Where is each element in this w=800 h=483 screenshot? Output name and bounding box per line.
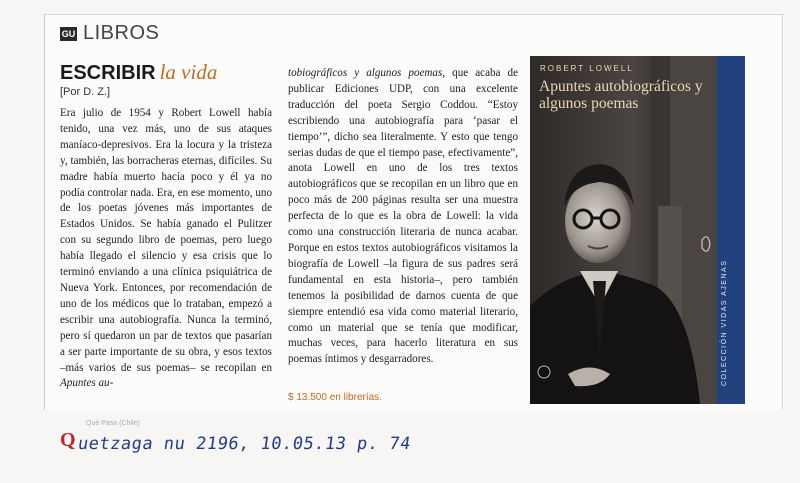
handwritten-note: uetzaga nu 2196, 10.05.13 p. 74	[76, 434, 412, 454]
section-header	[60, 22, 159, 45]
book-title-inline-continued: tobiográficos y algunos poemas	[288, 67, 443, 79]
column-2-paragraph	[288, 66, 518, 368]
headline-main: ESCRIBIR	[60, 62, 156, 84]
collection-label: COLECCIÓN VIDAS AJENAS	[721, 259, 728, 386]
byline: [Por D. Z.]	[60, 86, 111, 98]
clipping-footer	[60, 420, 412, 454]
clipping-right-edge	[782, 14, 783, 410]
cover-author: ROBERT LOWELL	[540, 64, 634, 73]
section-logo-icon: GU	[61, 28, 76, 39]
column-2-text: , que acaba de publicar Ediciones UDP, con una excelente traducción del poeta Sergio Coddou. “Estoy escribiendo una autobiografía para ‘pasar el tiempo’”, dicho sea literalmente. Y esto que tengo serias dudas de que el tiempo pase, efectivamente”, anota Lowell en uno de los tres textos autobiográficos que se recopilan en un libro que en poco más de 200 páginas resulta ser una muestra perfecta de lo que es la obra de Lowell: la vida como una construcción literaria de nunca acabar. Porque en estos textos autobiográficos visitamos la biografía de Lowell –la figura de sus padres será fundamental en esta historia–, pero también tenemos la posibilidad de darnos cuenta de que siempre entendió esa vida como material literario, como un material que se tenía que modificar, muchas veces, para hacerlo literatura en sus poemas íntimos y desgarradores.	[288, 67, 518, 366]
article-headline	[60, 60, 217, 85]
headline-accent: la vida	[159, 60, 218, 84]
cover-title: Apuntes autobiográficos y algunos poemas	[539, 78, 703, 112]
price-note: $ 13.500 en librerías.	[288, 392, 382, 403]
section-title: LIBROS	[83, 22, 160, 44]
book-title-inline: Apuntes au-	[60, 377, 114, 390]
book-cover	[530, 56, 717, 404]
article-column-1	[60, 106, 272, 392]
publication-logo: Q	[60, 428, 76, 451]
article-column-2	[288, 66, 518, 368]
column-1-text: Era julio de 1954 y Robert Lowell había tenido, una vez más, uno de sus ataques maníaco-depresivos. Era la locura y la tristeza y, también, las borracheras eternas, difíciles. Su madre había muerto hacía poco y él ya no podía controlar nada. Era, en ese momento, uno de los poetas jóvenes más importantes de Estados Unidos. Se había ganado el Pulitzer con su segundo libro de poemas, pero luego había llegado el silencio y esa crisis que lo terminó enviando a una clínica psiquiátrica de Nueva York. Entonces, por recomendación de uno de los médicos que lo trataban, empezó a escribir una autobiografía. Nunca la terminó, pero sí quedaron un par de textos que pasarían a ser parte importante de su obra, y esos textos –más varios de sus poemas– se recopilan en	[60, 107, 272, 374]
book-spine	[717, 56, 745, 404]
source-reference: Qué Pasa (Chile)	[86, 420, 140, 427]
clipping-left-edge	[44, 14, 45, 410]
column-1-paragraph	[60, 106, 272, 392]
